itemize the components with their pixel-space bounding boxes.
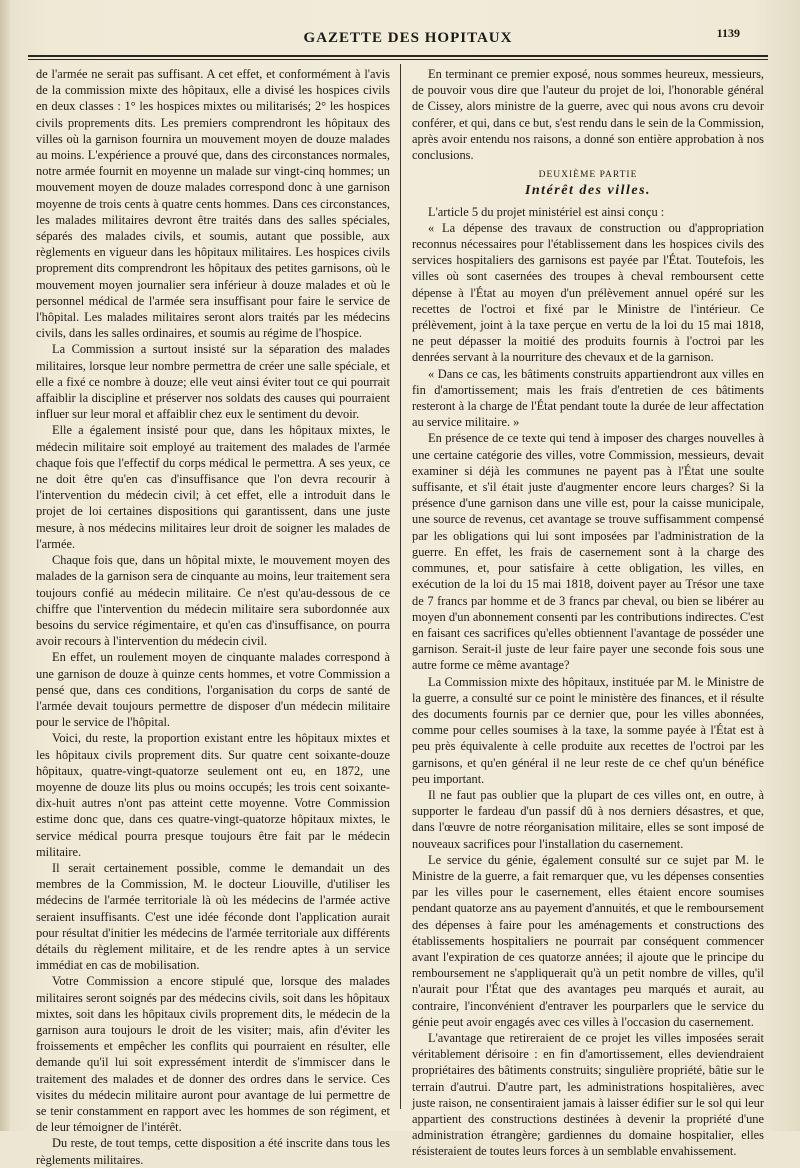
paragraph: Il ne faut pas oublier que la plupart de ces villes ont, en outre, à supporter le fardeau d'un passif dû à nos derniers désastres, et que, dans l'œuvre de notre réorganisation militaire, elles se sont imposé de nouveaux sacrifices pour l'installation du casernement.	[412, 787, 764, 851]
paragraph: L'avantage que retireraient de ce projet les villes imposées serait véritablement dérisoire : en fin d'amortissement, elles deviendraient propriétaires des bâtiments construits; singulière propriété, bâtie sur le terrain d'autrui. D'autre part, les administrations hospitalières, avec juste raison, ne consentiraient jamais à laisser édifier sur le sol qui leur appartient des constructions destinées à devenir la propriété d'une administration étrangère; gardiennes du domaine hospitalier, elles résisteraient de toutes leurs forces à un semblable envahissement.	[412, 1030, 764, 1159]
page-number: 1139	[716, 26, 740, 40]
paragraph: Chaque fois que, dans un hôpital mixte, le mouvement moyen des malades de la garnison sera de cinquante au moins, leur traitement sera toujours confié au médecin militaire. Ce n'est qu'au-dessous de ce chiffre que l'intervention du médecin militaire sera subordonnée aux besoins du service régimentaire, et qu'en cas d'insuffisance, on pourra avoir recours à l'intervention du médecin civil.	[36, 553, 390, 649]
paragraph: L'article 5 du projet ministériel est ainsi conçu :	[428, 204, 665, 219]
paragraph: Votre Commission a encore stipulé que, lorsque des malades militaires seront soignés par des médecins civils, soit dans les hôpitaux mixtes, soit dans les hôpitaux civils proprement dits, le médecin de la garnison aura toujours le droit de les visiter; mais, afin d'éviter les froissements et empêcher les conflits qui pourraient en résulter, elle demande qu'il lui soit expressément interdit de s'immiscer dans le traitement des malades et de donner des ordres dans le service. Ces visites du médecin militaire auront pour avantage de lui permettre de se tenir constamment en rapport avec les hommes de son régiment, et de leur témoigner de l'intérêt.	[36, 974, 390, 1135]
paragraph: de l'armée ne serait pas suffisant. A cet effet, et conformément à l'avis de la commission mixte des hôpitaux, elle a divisé les hospices civils en deux classes : 1° les hospices mixtes ou militarisés; 2° les hospices civils proprements dits. Les premiers comprendront les hôpitaux des villes où la garnison fournira un mouvement moyen de douze malades au moins. L'expérience a prouvé que, dans des circonstances normales, notre armée fournit en moyenne un malade sur vingt-cinq hommes; un mouvement moyen de douze malades correspond donc à une garnison moyenne de trois cents à quatre cents hommes. Dans ces circonstances, les malades militaires devront être traités dans des salles spéciales, séparés des malades civils, et soumis, autant que possible, aux règlements en vigueur dans les hôpitaux militaires. Les hospices civils proprement dits comprendront les hôpitaux des petites garnisons, où le mouvement moyen journalier sera inférieur à douze malades et où le personnel médical de l'armée sera insuffisant pour faire le service de l'hôpital. Les malades militaires seront alors traités par les médecins civils, dans les salles ordinaires, et soumis au régime de l'hospice.	[36, 67, 390, 341]
section-title: Intérêt des villes.	[524, 183, 652, 199]
column-divider	[400, 64, 401, 1109]
paragraph: Elle a également insisté pour que, dans les hôpitaux mixtes, le médecin militaire soit employé au traitement des malades de l'armée chaque fois que l'effectif du corps médical le permettra. A ses yeux, ce ne doit être qu'en cas d'insuffisance que l'on devra recourir à l'intervention du médecin civil; à cet effet, elle a introduit dans le projet de loi certaines dispositions qui garantissent, dans une juste mesure, à nos médecins militaires leur droit de soigner les malades de l'armée.	[36, 423, 390, 551]
right-column	[412, 66, 764, 1160]
paragraph: En présence de ce texte qui tend à imposer des charges nouvelles à une certaine catégorie des villes, votre Commission, messieurs, devait examiner si déjà les communes ne payent pas à l'État une soulte suffisante, et s'il était juste d'augmenter encore leurs charges? Si la présence d'une garnison dans une ville est, pour la caisse municipale, une source de revenus, cet avantage se trouve suffisamment compensé par les obligations qui lui sont imposées par l'administration de la guerre. En effet, les frais de casernement sont à la charge des communes, et, pour satisfaire à cette obligation, les villes, en exécution de la loi du 15 mai 1818, doivent payer au Trésor une taxe de 7 francs par homme et de 3 francs par cheval, ou bien se libérer au moyen d'un abonnement consenti par les contributions indirectes. C'est en faisant ces sacrifices qu'elles obtiennent l'avantage de posséder une garnison. Serait-il juste de leur faire payer une seconde fois sous une autre forme ce même avantage?	[412, 431, 764, 673]
part-heading: DEUXIÈME PARTIE	[538, 170, 638, 181]
paragraph: Voici, du reste, la proportion existant entre les hôpitaux mixtes et les hôpitaux civils proprement dits. Sur quatre cent soixante-douze hôpitaux, quatre-vingt-quatorze seulement ont eu, en 1872, une moyenne de douze lits plus ou moins occupés; les trois cent soixante-dix-huit autres n'ont pas atteint cette moyenne. Votre Commission estime donc que, dans ces quatre-vingt-quatorze hôpitaux mixtes, le service médical pourra presque toujours être fait par le médecin militaire.	[36, 731, 390, 859]
paragraph: En terminant ce premier exposé, nous sommes heureux, messieurs, de pouvoir vous dire que l'auteur du projet de loi, l'honorable général de Cissey, alors ministre de la guerre, avec qui nous avons cru devoir conférer, et qui, dans ce but, s'est rendu dans le sein de la Commission, après avoir entendu nos raisons, a donné son entière approbation à nos conclusions.	[412, 67, 764, 163]
paragraph: Du reste, de tout temps, cette disposition a été inscrite dans tous les règlements militaires.	[36, 1136, 390, 1167]
header-rule-thin	[28, 59, 768, 60]
paragraph: Le service du génie, également consulté sur ce sujet par M. le Ministre de la guerre, a fait remarquer que, vu les dépenses consenties par les villes pour le casernement, elles étaient encore soumises pendant quatorze ans au payement d'annuités, et que le remboursement des dépenses à faire pour les aménagements et constructions des établissements hospitaliers ne pourrait par conséquent commencer avant l'expiration de ces quatorze années; il ajoute que le principe du remboursement ne s'appliquerait qu'à un petit nombre de villes, qu'il n'aurait pour l'État que des avantages peu marqués et aurait, au contraire, l'inconvénient d'entraver les pourparlers que le service du génie peut avoir engagés avec ces villes à l'occasion du casernement.	[412, 852, 764, 1029]
paragraph: En effet, un roulement moyen de cinquante malades correspond à une garnison de douze à quinze cents hommes, et votre Commission a pensé que, dans ces conditions, l'organisation du corps de santé de l'armée devait toujours permettre de disposer d'un médecin militaire pour le service de l'hôpital.	[36, 650, 390, 730]
paragraph: La Commission a surtout insisté sur la séparation des malades militaires, lorsque leur nombre permettra de créer une salle spéciale, et elle a fixé ce nombre à douze; elle veut ainsi éviter tout ce qui pourrait affaiblir la discipline et préserver nos soldats des causes qui pourraient influer sur leur moral et affaiblir chez eux le sentiment du devoir.	[36, 342, 390, 422]
header-rule-thick	[28, 55, 768, 57]
paragraph: « Dans ce cas, les bâtiments construits appartiendront aux villes en fin d'amortissement; mais les frais d'entretien de ces bâtiments resteront à la charge de l'État pendant toute la durée de leur affectation au service militaire. »	[412, 366, 764, 430]
journal-title: GAZETTE DES HOPITAUX	[303, 30, 513, 46]
left-column	[36, 66, 390, 1168]
paragraph: La Commission mixte des hôpitaux, instituée par M. le Ministre de la guerre, a consulté sur ce point le ministère des finances, et il résulte des documents fournis par ce dernier que, pour les villes abonnées, comme pour celles soumises à la taxe, la somme payée à l'État est à peu près équivalente à celle produite aux recettes de l'octroi par les garnisons, et qu'en général il ne leur reste de ce chef qu'un bénéfice peu important.	[412, 674, 764, 786]
page-spine-shadow	[0, 0, 10, 1131]
paragraph: « La dépense des travaux de construction ou d'appropriation reconnus nécessaires pour l'établissement dans les hospices civils des services hospitaliers des garnisons est payée par l'État. Toutefois, les villes où sont casernées des troupes à cheval remboursent cette dépense à l'État au moyen d'un prélèvement annuel opéré sur les recettes de l'octroi et fixé par le Ministre de l'intérieur. Ce prélèvement, joint à la taxe perçue en vertu de la loi du 15 mai 1818, ne peut dépasser la moitié des produits fournis à l'octroi par les denrées servant à la nourriture des chevaux et de la garnison.	[412, 220, 764, 365]
paragraph: Il serait certainement possible, comme le demandait un des membres de la Commission, M. le docteur Liouville, d'utiliser les médecins de l'armée territoriale là où les médecins de l'armée active seraient insuffisants. C'est une idée féconde dont l'application aurait pour résultat d'initier les médecins de l'armée territoriale aux différents détails du règlement militaire, et de les rendre aptes à un service immédiat en cas de mobilisation.	[36, 860, 390, 973]
